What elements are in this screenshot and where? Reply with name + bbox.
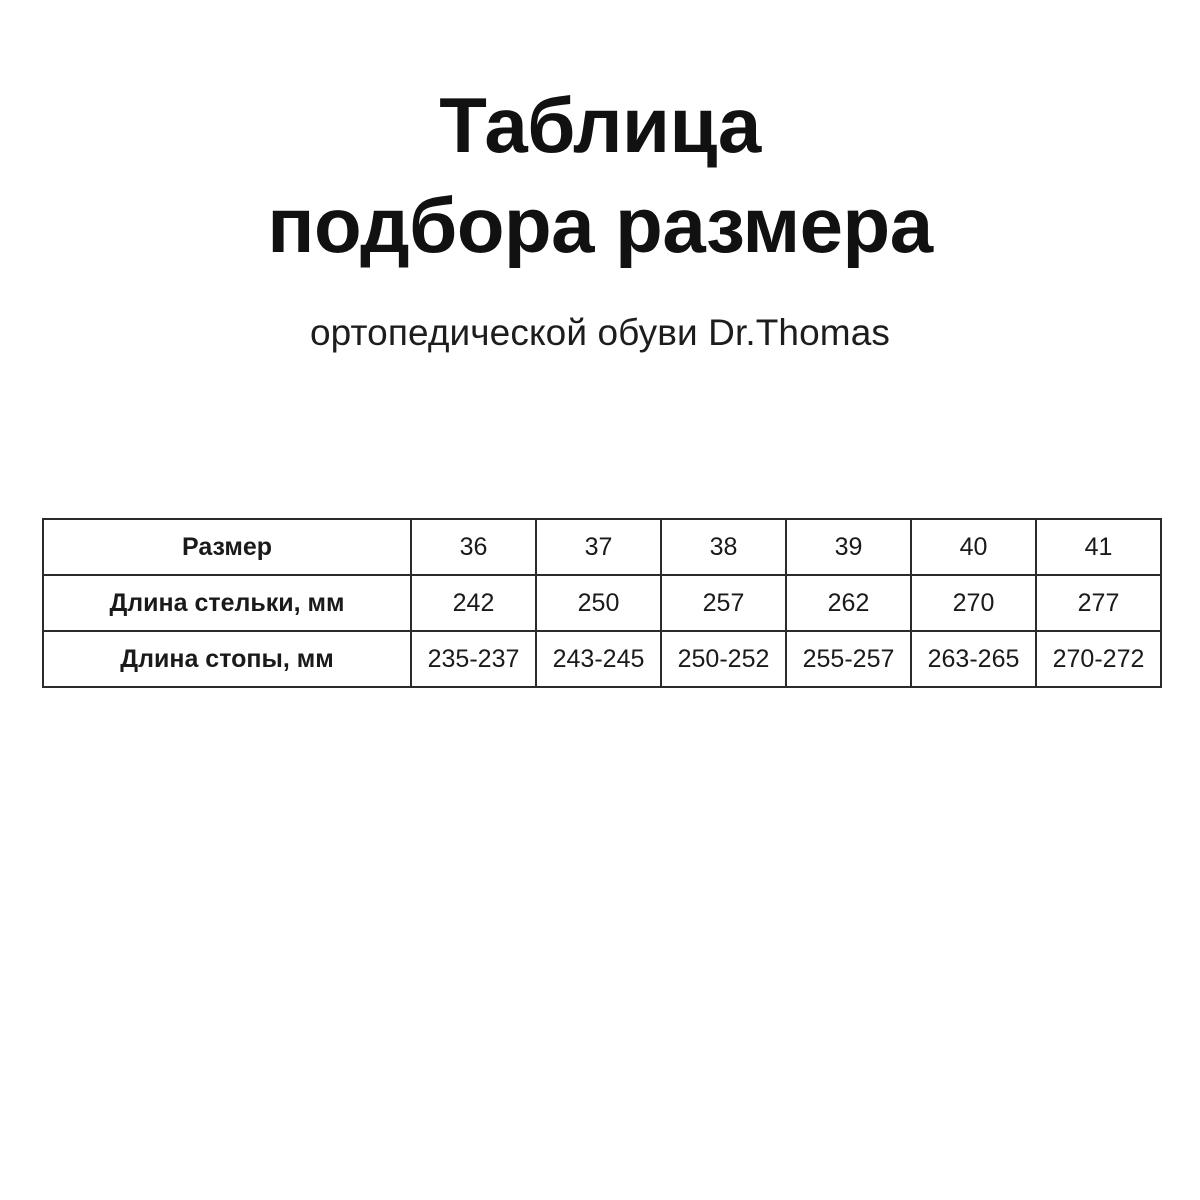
cell-insole-41: 277 bbox=[1036, 575, 1161, 631]
page-subtitle: ортопедической обуви Dr.Thomas bbox=[310, 311, 890, 353]
cell-insole-39: 262 bbox=[786, 575, 911, 631]
cell-insole-40: 270 bbox=[911, 575, 1036, 631]
cell-foot-37: 243-245 bbox=[536, 631, 661, 687]
size-table-container bbox=[42, 518, 1160, 688]
title-block bbox=[0, 0, 1200, 354]
cell-insole-38: 257 bbox=[661, 575, 786, 631]
cell-foot-36: 235-237 bbox=[411, 631, 536, 687]
page-title-line-2: подбора размера bbox=[267, 180, 933, 269]
row-label-size: Размер bbox=[43, 519, 411, 575]
cell-size-40: 40 bbox=[911, 519, 1036, 575]
table-row bbox=[43, 575, 1161, 631]
page-title bbox=[100, 76, 1100, 276]
size-table bbox=[42, 518, 1162, 688]
table-row bbox=[43, 631, 1161, 687]
cell-size-37: 37 bbox=[536, 519, 661, 575]
row-label-foot-length: Длина стопы, мм bbox=[43, 631, 411, 687]
cell-size-38: 38 bbox=[661, 519, 786, 575]
cell-foot-41: 270-272 bbox=[1036, 631, 1161, 687]
table-row bbox=[43, 519, 1161, 575]
cell-insole-36: 242 bbox=[411, 575, 536, 631]
page-title-line-1: Таблица bbox=[439, 81, 761, 169]
cell-foot-38: 250-252 bbox=[661, 631, 786, 687]
cell-insole-37: 250 bbox=[536, 575, 661, 631]
cell-size-41: 41 bbox=[1036, 519, 1161, 575]
cell-foot-40: 263-265 bbox=[911, 631, 1036, 687]
row-label-insole-length: Длина стельки, мм bbox=[43, 575, 411, 631]
cell-size-36: 36 bbox=[411, 519, 536, 575]
cell-foot-39: 255-257 bbox=[786, 631, 911, 687]
cell-size-39: 39 bbox=[786, 519, 911, 575]
